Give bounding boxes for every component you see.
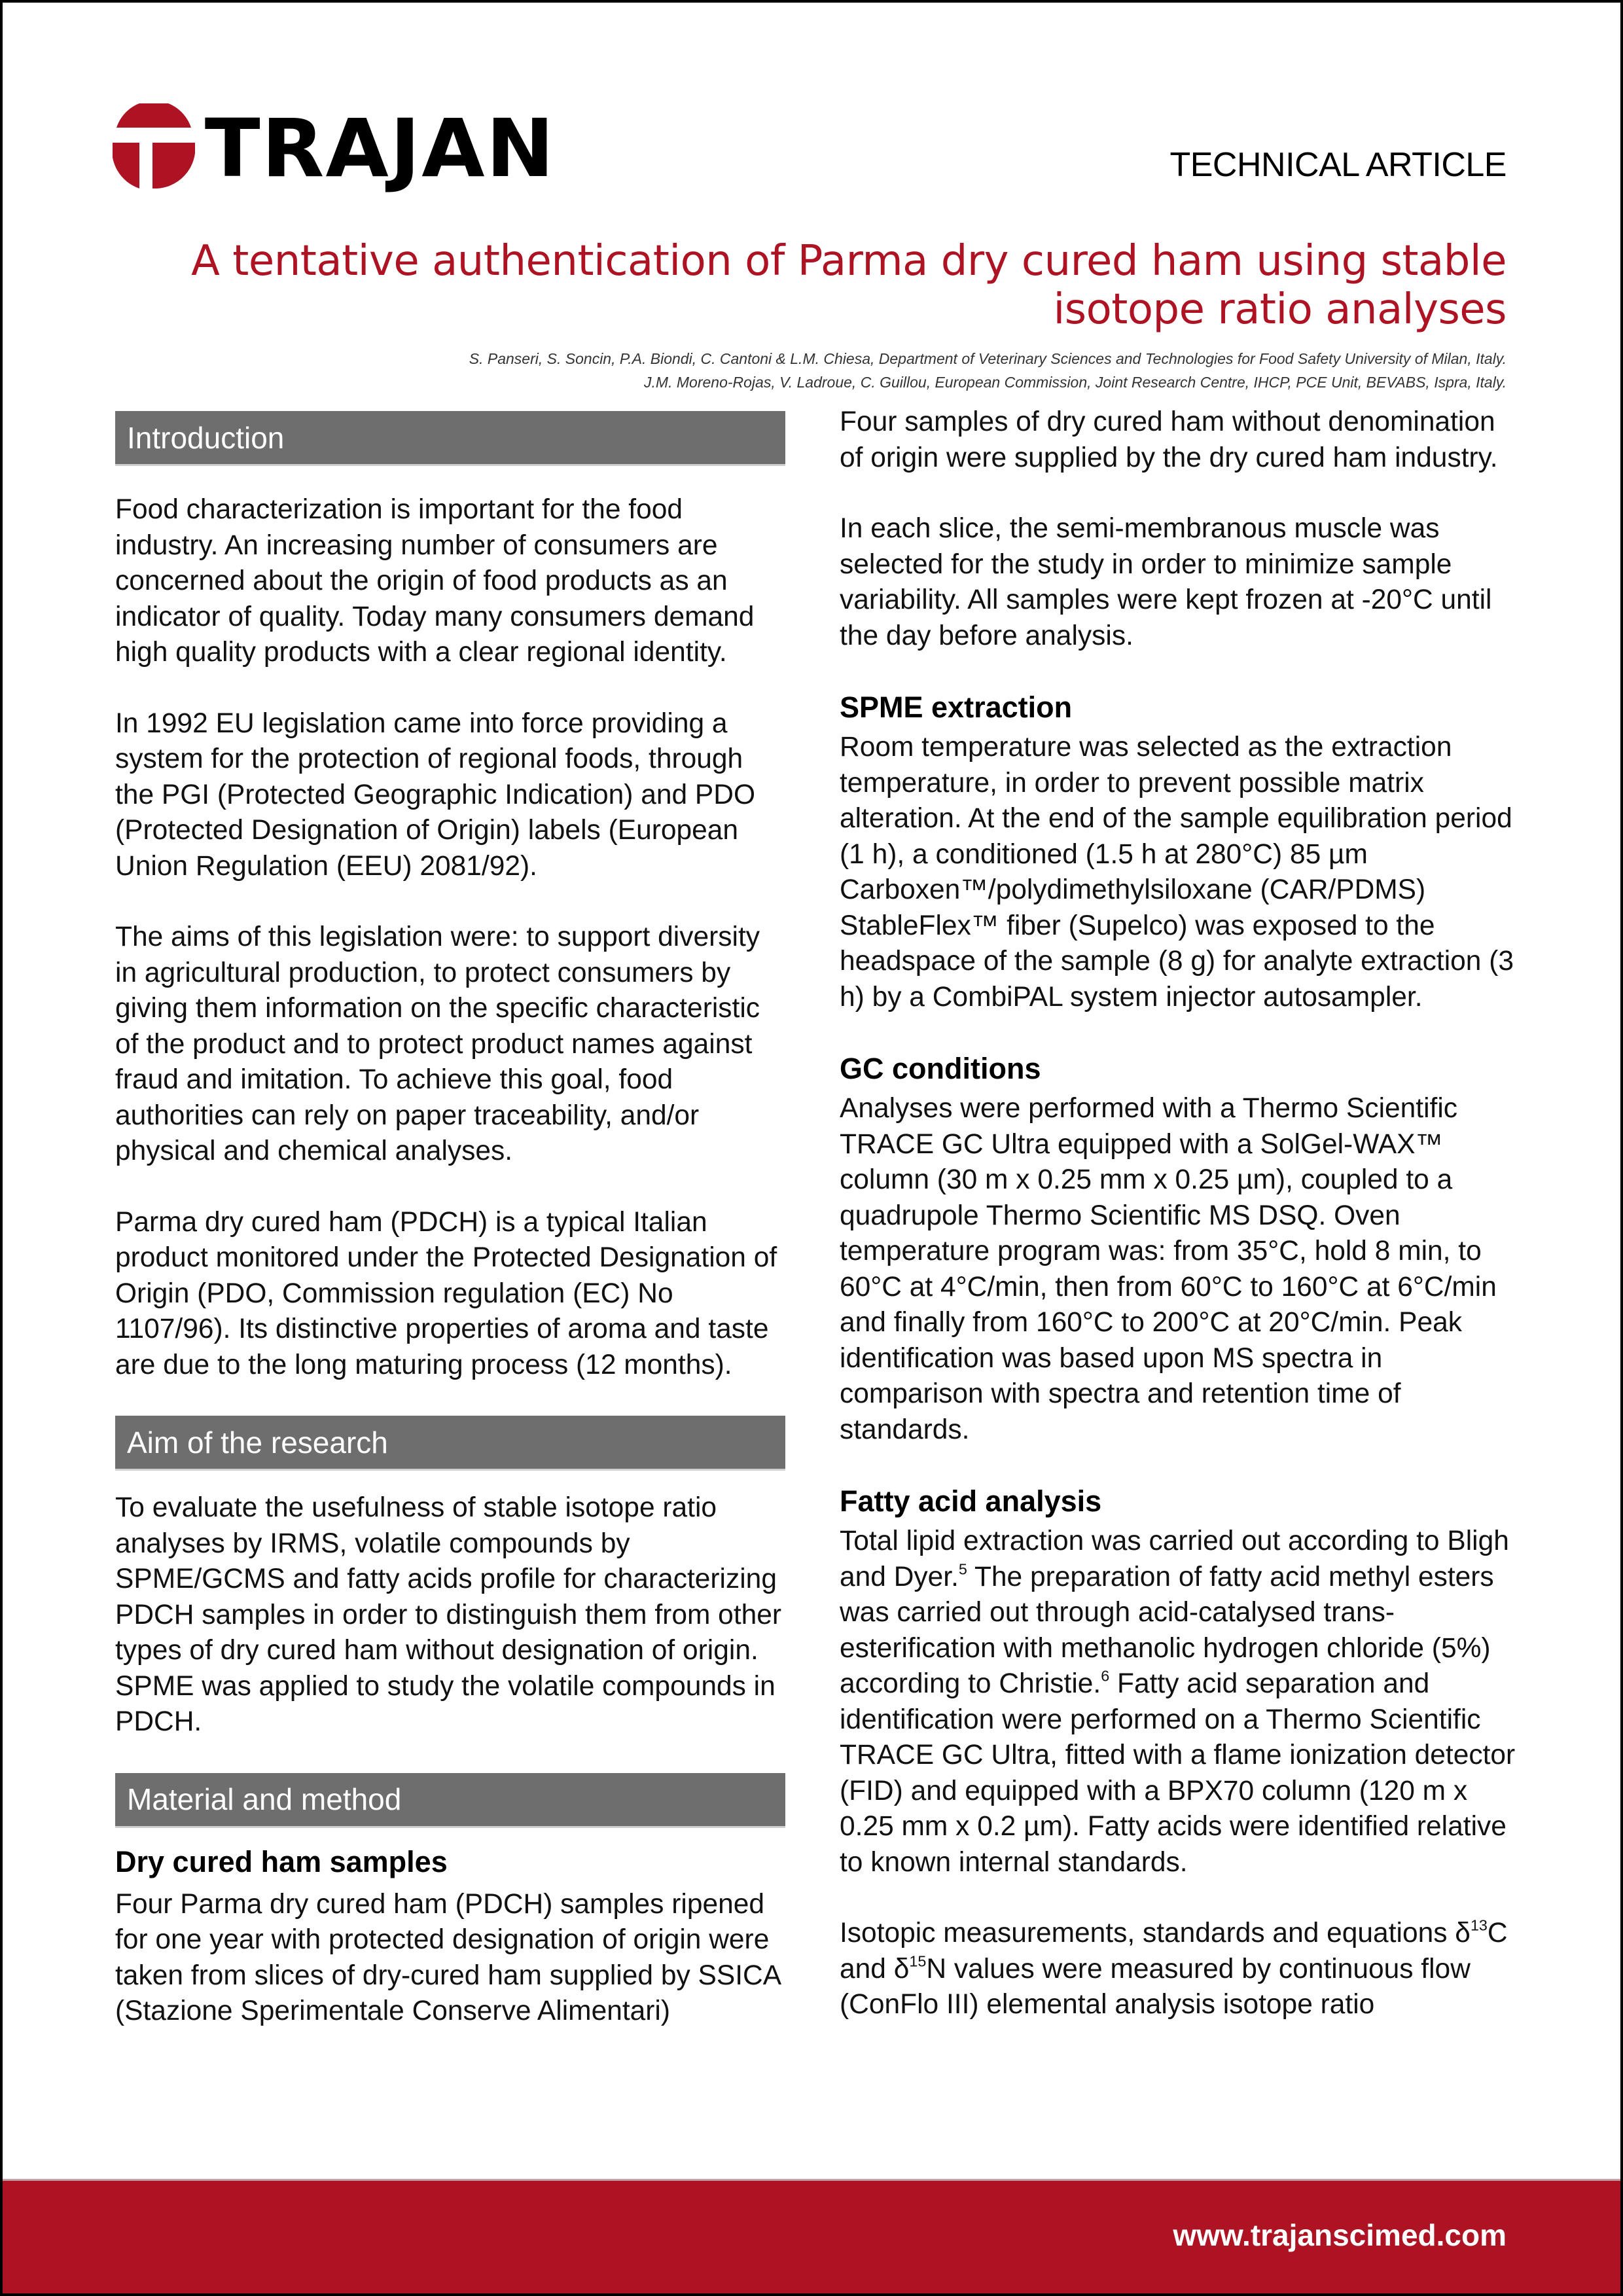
fatty-text-c: Fatty acid separation and identification were performed on a Thermo Scientific TRACE GC Ultra, fitted with a flame ionization detector (FID) and equipped with a BPX70 column (120 m x 0.25 mm x 0.2 µm). Fatty acids were identified relative to known internal standards.	[840, 1668, 1516, 1878]
footer-band	[0, 2179, 1623, 2296]
intro-paragraph-4: Parma dry cured ham (PDCH) is a typical Italian product monitored under the Protected Designation of Origin (PDO, Commission regulation (EC) No 1107/96). Its distinctive properties of aroma and taste are due to the long maturing process (12 months).	[115, 1206, 777, 1380]
article-title	[165, 237, 1507, 334]
reference-6: 6	[1101, 1667, 1110, 1685]
subheading-fatty-acid-analysis: Fatty acid analysis	[840, 1484, 1102, 1518]
isotope-text-b: C and δ	[840, 1918, 1508, 1984]
spme-paragraph: Room temperature was selected as the extraction temperature, in order to prevent possible matrix alteration. At the end of the sample equilibration period (1 h), a conditioned (1.5 h at 280°C) 85 µm Carboxen™/polydimethylsiloxane (CAR/PDMS) StableFlex™ fiber (Supelco) was exposed to the headspace of the sample (8 g) for analyte extraction (3 h) by a CombiPAL system injector autosampler.	[840, 732, 1514, 1013]
isotope-paragraph	[840, 1916, 1520, 2023]
isotope-13: 13	[1470, 1916, 1488, 1934]
brand-logo	[113, 98, 556, 195]
gc-paragraph: Analyses were performed with a Thermo Scientific TRACE GC Ultra equipped with a SolGel-WAX™ column (30 m x 0.25 mm x 0.25 µm), coupled to a quadrupole Thermo Scientific MS DSQ. Oven temperature program was: from 35°C, hold 8 min, to 60°C at 4°C/min, then from 60°C to 160°C at 6°C/min and finally from 160°C to 200°C at 20°C/min. Peak identification was based upon MS spectra in comparison with spectra and retention time of standards.	[840, 1093, 1497, 1445]
left-column	[115, 411, 785, 2030]
isotope-15: 15	[909, 1952, 927, 1969]
fatty-text-b: The preparation of fatty acid methyl esters was carried out through acid-catalysed trans-esterification with methanolic hydrogen chloride (5%) according to Christie.	[840, 1561, 1494, 1699]
reference-5: 5	[958, 1560, 967, 1577]
fatty-acid-paragraph	[840, 1524, 1520, 1880]
intro-paragraph-1: Food characterization is important for the food industry. An increasing number of consumers are concerned about the origin of food products as an indicator of quality. Today many consumers demand high quality products with a clear regional identity.	[115, 494, 755, 668]
right-column	[840, 404, 1520, 2023]
brand-wordmark: TRAJAN	[204, 101, 556, 195]
samples-paragraph-1: Four Parma dry cured ham (PDCH) samples ripened for one year with protected designation of origin were taken from slices of dry-cured ham supplied by SSICA (Stazione Sperimentale Conserve Alimentari)	[115, 1888, 780, 2026]
subheading-spme-extraction: SPME extraction	[840, 691, 1073, 724]
title-line-1: A tentative authentication of Parma dry cured ham using stable	[191, 237, 1507, 285]
trajan-logo-icon	[113, 103, 195, 188]
subheading-dry-cured-ham-samples: Dry cured ham samples	[115, 1844, 448, 1878]
title-line-2: isotope ratio analyses	[1053, 285, 1507, 334]
section-heading-aim: Aim of the research	[115, 1416, 785, 1471]
intro-paragraph-3: The aims of this legislation were: to support diversity in agricultural production, to protect consumers by giving them information on the specific characteristic of the product and to protect product names against fraud and imitation. To achieve this goal, food authorities can rely on paper traceability, and/or physical and chemical analyses.	[115, 922, 760, 1166]
subheading-gc-conditions: GC conditions	[840, 1052, 1041, 1085]
authors-block	[132, 347, 1507, 394]
authors-line-2: J.M. Moreno-Rojas, V. Ladroue, C. Guillou, European Commission, Joint Research Centre, IHCP, PCE Unit, BEVABS, Ispra, Italy.	[644, 374, 1507, 391]
isotope-text-c: N values were measured by continuous flow (ConFlo III) elemental analysis isotope ratio	[840, 1953, 1471, 2020]
authors-line-1: S. Panseri, S. Soncin, P.A. Biondi, C. Cantoni & L.M. Chiesa, Department of Veterinary Sciences and Technologies for Food Safety University of Milan, Italy.	[469, 350, 1507, 367]
fatty-text-a: Total lipid extraction was carried out according to Bligh and Dyer.	[840, 1526, 1509, 1592]
section-heading-introduction: Introduction	[115, 411, 785, 466]
section-heading-material-method: Material and method	[115, 1773, 785, 1828]
website-link[interactable]: www.trajanscimed.com	[1173, 2218, 1507, 2252]
intro-paragraph-2: In 1992 EU legislation came into force providing a system for the protection of regional foods, through the PGI (Protected Geographic Indication) and PDO (Protected Designation of Origin) labels (European Union Regulation (EEU) 2081/92).	[115, 708, 756, 882]
samples-paragraph-3: In each slice, the semi-membranous muscle was selected for the study in order to minimize sample variability. All samples were kept frozen at -20°C until the day before analysis.	[840, 513, 1492, 651]
isotope-text-a: Isotopic measurements, standards and equations δ	[840, 1918, 1471, 1948]
samples-paragraph-2: Four samples of dry cured ham without denomination of origin were supplied by the dry cured ham industry.	[840, 406, 1498, 473]
document-type-label: TECHNICAL ARTICLE	[1169, 146, 1507, 184]
aim-paragraph: To evaluate the usefulness of stable isotope ratio analyses by IRMS, volatile compounds by SPME/GCMS and fatty acids profile for characterizing PDCH samples in order to distinguish them from other types of dry cured ham without designation of origin. SPME was applied to study the volatile compounds in PDCH.	[115, 1492, 782, 1737]
